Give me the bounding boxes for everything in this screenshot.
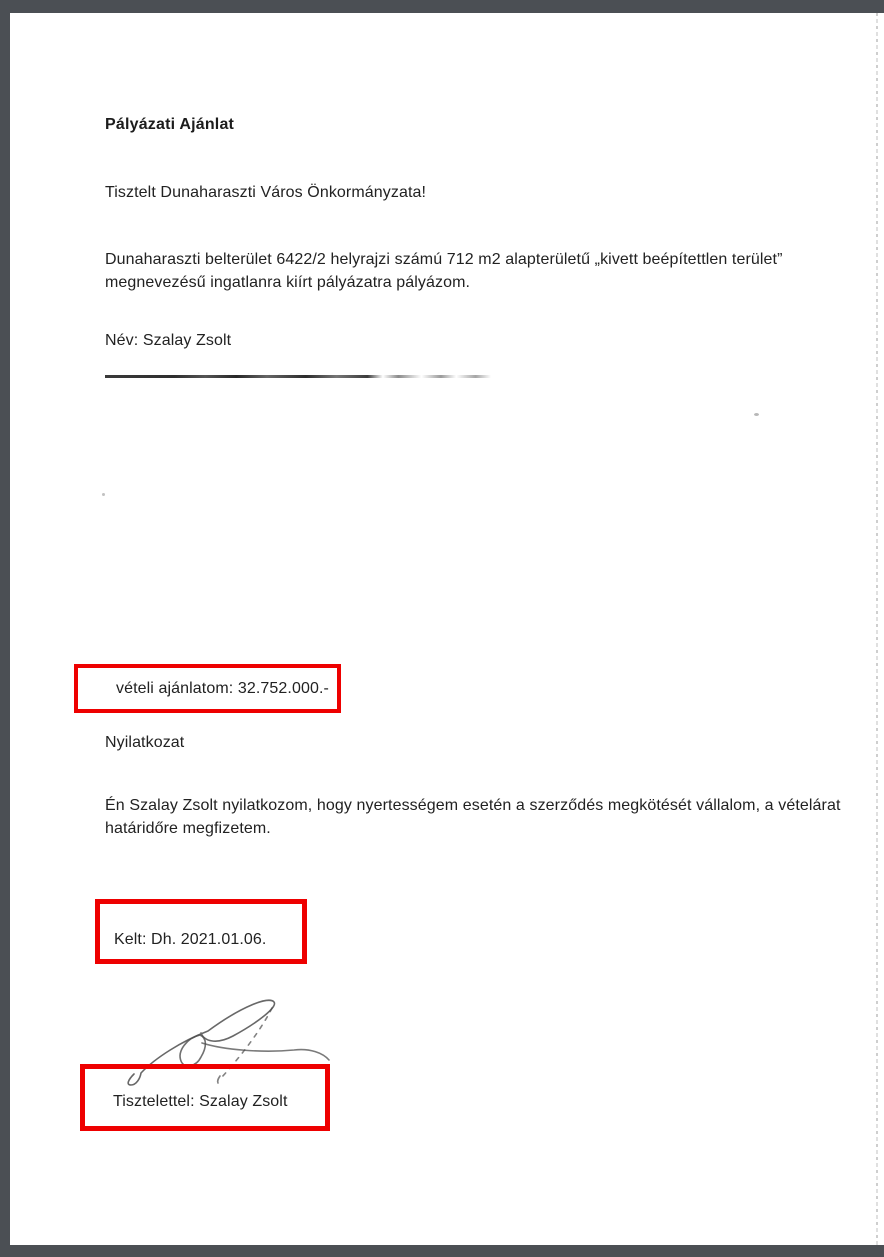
declaration-line1: Én Szalay Zsolt nyilatkozom, hogy nyertességem esetén a szerződés megkötését vállalom, a vételárat bbox=[105, 797, 841, 814]
scan-speck bbox=[102, 493, 105, 496]
declaration-line2: határidőre megfizetem. bbox=[105, 820, 271, 837]
salutation-line: Tisztelt Dunaharaszti Város Önkormányzata! bbox=[105, 184, 427, 201]
highlight-box-date bbox=[95, 899, 307, 964]
document-title: Pályázati Ajánlat bbox=[105, 116, 235, 133]
offer-paragraph-line2: megnevezésű ingatlanra kiírt pályázatra pályázom. bbox=[105, 274, 471, 291]
offer-paragraph-line1: Dunaharaszti belterület 6422/2 helyrajzi számú 712 m2 alapterületű „kivett beépítettlen terület” bbox=[105, 251, 783, 268]
declaration-heading: Nyilatkozat bbox=[105, 734, 185, 751]
offer-paragraph bbox=[105, 248, 783, 294]
closing-line: Tisztelettel: Szalay Zsolt bbox=[113, 1092, 288, 1110]
date-line: Kelt: Dh. 2021.01.06. bbox=[114, 930, 267, 948]
scanned-paper bbox=[10, 13, 884, 1245]
redacted-strip bbox=[105, 375, 491, 378]
highlight-box-price bbox=[74, 664, 341, 713]
scan-speck bbox=[754, 413, 759, 416]
price-offer-line: vételi ajánlatom: 32.752.000.- bbox=[116, 679, 329, 697]
bidder-name-line: Név: Szalay Zsolt bbox=[105, 332, 232, 349]
declaration-paragraph bbox=[105, 794, 841, 840]
scanner-streak-artifact bbox=[876, 13, 878, 1245]
highlight-box-closing bbox=[80, 1064, 330, 1131]
